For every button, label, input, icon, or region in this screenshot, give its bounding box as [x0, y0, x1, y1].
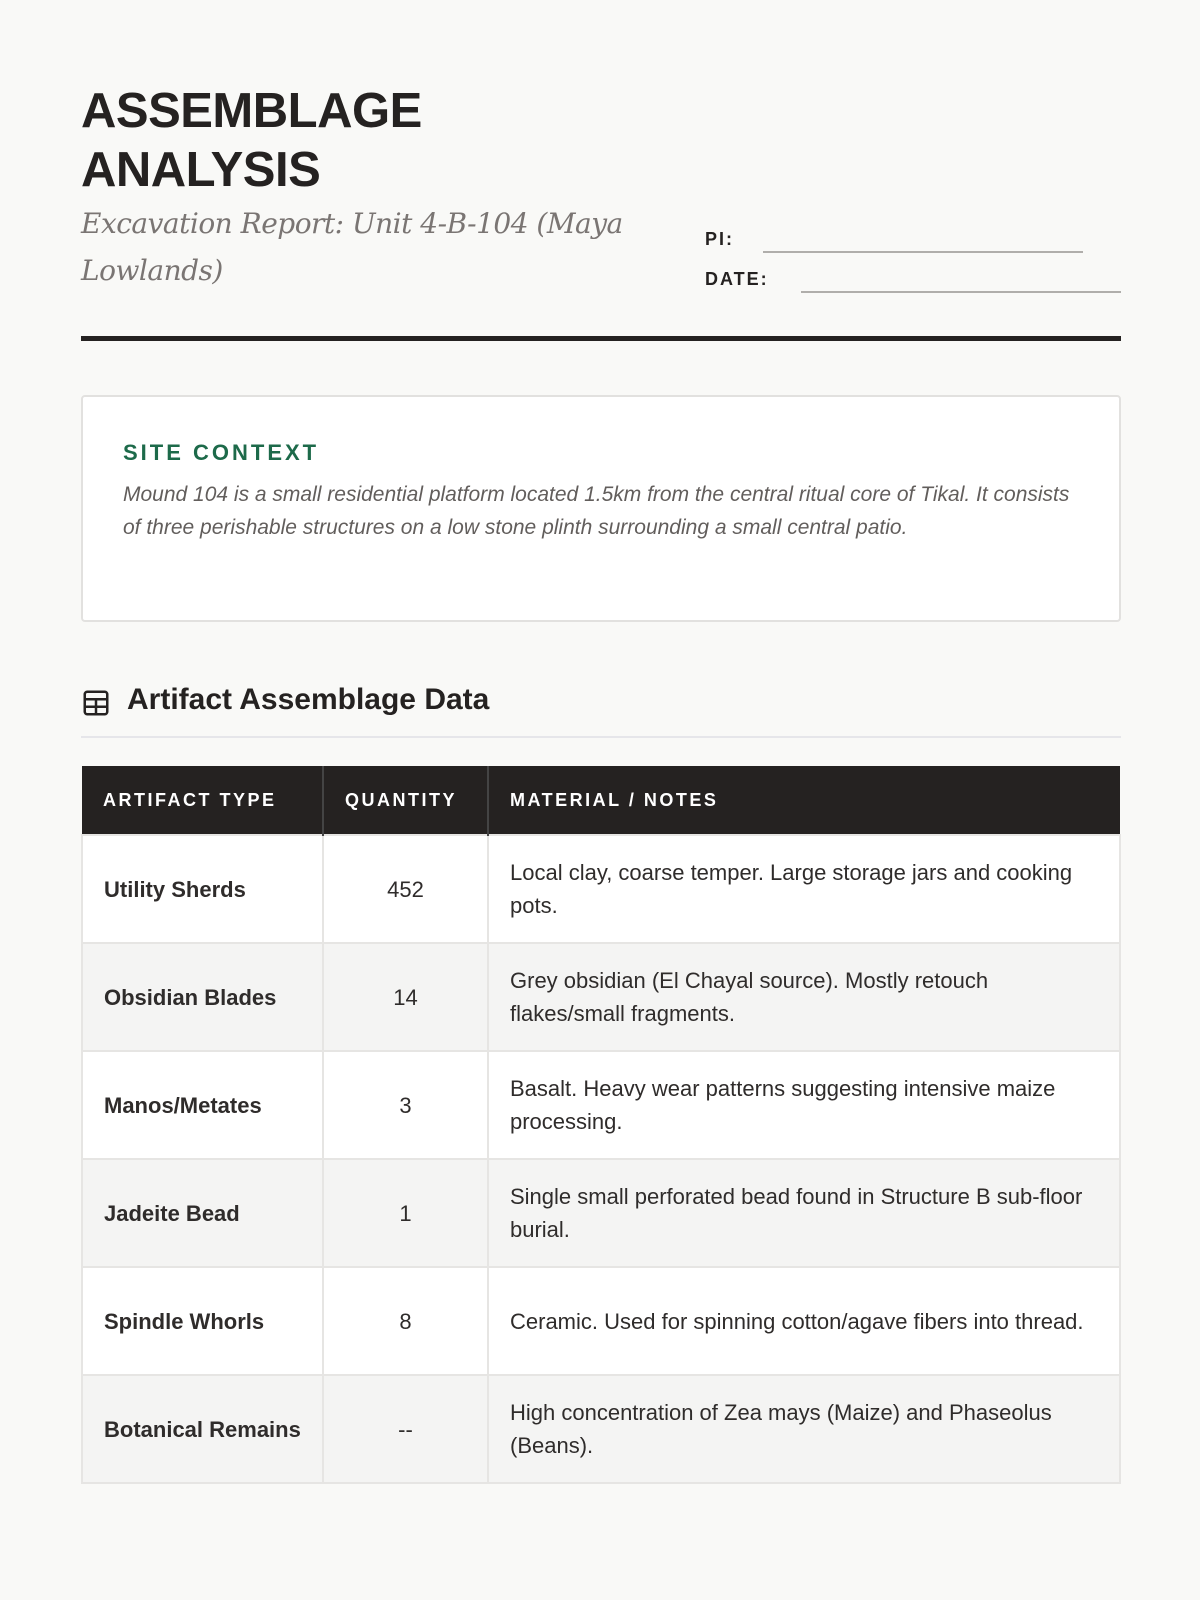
artifact-type-cell: Utility Sherds — [82, 835, 323, 943]
notes-cell: Local clay, coarse temper. Large storage jars and cooking pots. — [488, 835, 1120, 943]
table-row — [82, 1159, 1120, 1267]
date-label: DATE: — [705, 269, 769, 289]
report-header — [81, 0, 1121, 341]
artifact-type-cell: Manos/Metates — [82, 1051, 323, 1159]
notes-cell: Grey obsidian (El Chayal source). Mostly retouch flakes/small fragments. — [488, 943, 1120, 1051]
column-header: QUANTITY — [323, 766, 488, 835]
artifact-type-cell: Obsidian Blades — [82, 943, 323, 1051]
notes-cell: Ceramic. Used for spinning cotton/agave fibers into thread. — [488, 1267, 1120, 1375]
date-line[interactable] — [801, 291, 1121, 293]
subtitle: Excavation Report: Unit 4-B-104 (Maya Lowlands) — [81, 207, 623, 287]
site-context-heading: SITE CONTEXT — [123, 440, 320, 465]
table-row — [82, 1267, 1120, 1375]
section-header — [81, 680, 1121, 738]
quantity-cell: 3 — [323, 1051, 488, 1159]
table-icon — [81, 688, 111, 718]
quantity-cell: 452 — [323, 835, 488, 943]
site-context-box — [81, 395, 1121, 622]
table-row — [82, 943, 1120, 1051]
notes-cell: Basalt. Heavy wear patterns suggesting intensive maize processing. — [488, 1051, 1120, 1159]
report-page — [81, 0, 1121, 1458]
column-header: ARTIFACT TYPE — [82, 766, 323, 835]
column-header: MATERIAL / NOTES — [488, 766, 1120, 835]
notes-cell: High concentration of Zea mays (Maize) and Phaseolus (Beans). — [488, 1375, 1120, 1483]
pi-line[interactable] — [763, 251, 1083, 253]
title-line-1: ASSEMBLAGE — [81, 84, 422, 138]
title-line-2: ANALYSIS — [81, 143, 321, 197]
pi-label: PI: — [705, 229, 735, 249]
quantity-cell: 14 — [323, 943, 488, 1051]
artifact-type-cell: Botanical Remains — [82, 1375, 323, 1483]
table-row — [82, 1375, 1120, 1483]
artifact-type-cell: Spindle Whorls — [82, 1267, 323, 1375]
quantity-cell: -- — [323, 1375, 488, 1483]
artifact-table — [81, 766, 1121, 1484]
table-row — [82, 835, 1120, 943]
notes-cell: Single small perforated bead found in Structure B sub-floor burial. — [488, 1159, 1120, 1267]
site-context-text: Mound 104 is a small residential platform located 1.5km from the central ritual core of Tikal. It consists of three perishable structures on a low stone plinth surrounding a small central patio. — [123, 483, 1070, 539]
section-title: Artifact Assemblage Data — [127, 683, 490, 716]
quantity-cell: 8 — [323, 1267, 488, 1375]
table-row — [82, 1051, 1120, 1159]
artifact-type-cell: Jadeite Bead — [82, 1159, 323, 1267]
page-title — [81, 82, 422, 200]
quantity-cell: 1 — [323, 1159, 488, 1267]
date-field[interactable] — [705, 269, 769, 290]
pi-field[interactable] — [705, 229, 734, 250]
